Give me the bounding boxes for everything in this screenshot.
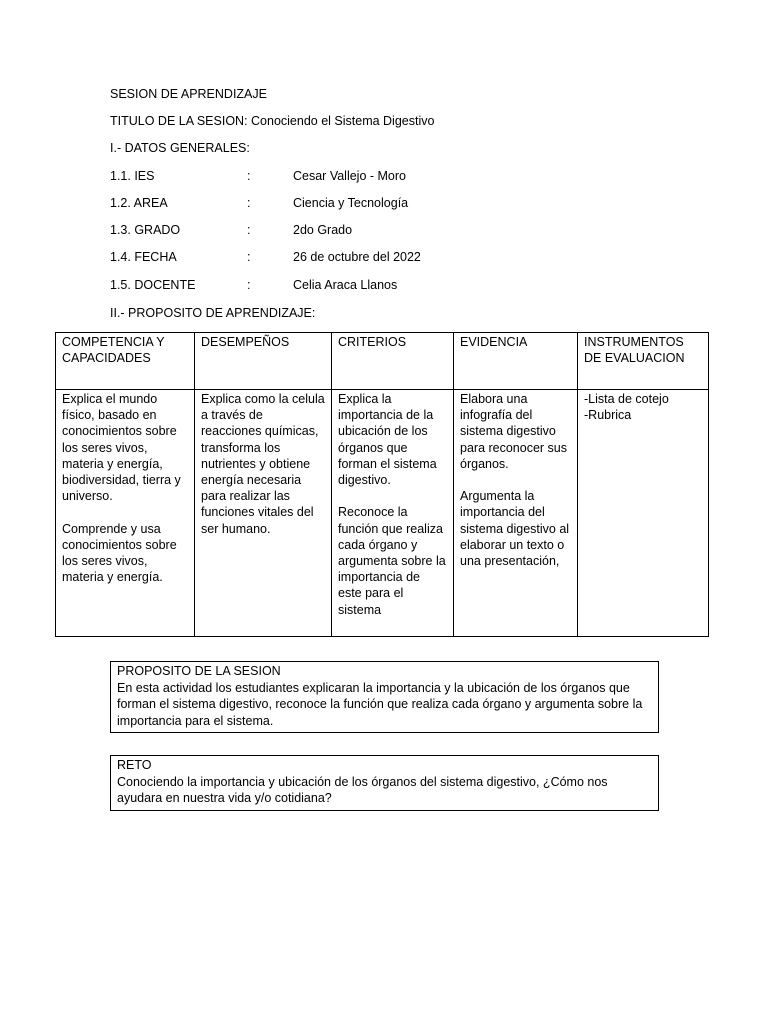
header-evidencia: EVIDENCIA	[454, 333, 578, 390]
section-proposito-aprendizaje: II.- PROPOSITO DE APRENDIZAJE:	[110, 306, 316, 320]
session-title: TITULO DE LA SESION: Conociendo el Sistema Digestivo	[110, 114, 435, 128]
cell-paragraph: Explica como la celula a través de reacciones químicas, transforma los nutrientes y obtiene energía necesaria para realizar las funciones vitales del ser humano.	[201, 392, 325, 536]
cell-paragraph: Elabora una infografía del sistema digestivo para reconocer sus órganos.	[460, 392, 568, 471]
datos-value: Ciencia y Tecnología	[293, 196, 409, 210]
datos-label: 1.3. GRADO	[110, 223, 181, 237]
cell-competencia	[56, 390, 195, 637]
header-criterios: CRITERIOS	[332, 333, 454, 390]
instrument-item: -Rubrica	[584, 408, 632, 423]
datos-colon: :	[247, 278, 251, 292]
datos-label: 1.4. FECHA	[110, 250, 177, 264]
cell-paragraph: Argumenta la importancia del sistema digestivo al elaborar un texto o una presentación,	[460, 489, 570, 569]
datos-label: 1.2. AREA	[110, 196, 168, 210]
document-title: SESION DE APRENDIZAJE	[110, 87, 267, 101]
instrument-item: -Lista de cotejo	[584, 392, 669, 406]
datos-colon: :	[247, 169, 251, 183]
proposito-sesion-box	[110, 661, 659, 733]
header-competencia: COMPETENCIA Y CAPACIDADES	[56, 333, 195, 390]
datos-value: 26 de octubre del 2022	[293, 250, 421, 264]
reto-title: RETO	[117, 758, 152, 772]
cell-paragraph: Comprende y usa conocimientos sobre los seres vivos, materia y energía.	[62, 521, 177, 585]
datos-colon: :	[247, 196, 251, 210]
proposito-sesion-text: En esta actividad los estudiantes explicaran la importancia y la ubicación de los órganos que forman el sistema digestivo, reconoce la función que realiza cada órgano y argumenta sobre la importancia para el sistema.	[117, 680, 643, 728]
datos-value: 2do Grado	[293, 223, 353, 237]
cell-paragraph: Explica la importancia de la ubicación de los órganos que forman el sistema digestivo.	[338, 392, 437, 488]
cell-criterios	[332, 390, 454, 637]
reto-text: Conociendo la importancia y ubicación de los órganos del sistema digestivo, ¿Cómo nos ayudara en nuestra vida y/o cotidiana?	[117, 774, 608, 805]
proposito-table	[55, 332, 709, 637]
datos-colon: :	[247, 250, 251, 264]
header-instrumentos: INSTRUMENTOS DE EVALUACION	[578, 333, 709, 390]
cell-paragraph: Explica el mundo físico, basado en conocimientos sobre los seres vivos, materia y energía, biodiversidad, tierra y universo.	[62, 392, 181, 504]
cell-desempenos	[195, 390, 332, 637]
datos-value: Celia Araca Llanos	[293, 278, 398, 292]
cell-evidencia	[454, 390, 578, 637]
datos-colon: :	[247, 223, 251, 237]
datos-label: 1.1. IES	[110, 169, 155, 183]
cell-instrumentos	[578, 390, 709, 637]
cell-paragraph: Reconoce la función que realiza cada órgano y argumenta sobre la importancia de este para el sistema	[338, 505, 446, 617]
table-header-row	[56, 333, 709, 390]
datos-label: 1.5. DOCENTE	[110, 278, 196, 292]
section-datos-generales: I.- DATOS GENERALES:	[110, 141, 250, 155]
datos-value: Cesar Vallejo - Moro	[293, 169, 407, 183]
reto-box	[110, 755, 659, 811]
header-desempenos: DESEMPEÑOS	[195, 333, 332, 390]
proposito-sesion-title: PROPOSITO DE LA SESION	[117, 664, 281, 678]
table-row	[56, 390, 709, 637]
